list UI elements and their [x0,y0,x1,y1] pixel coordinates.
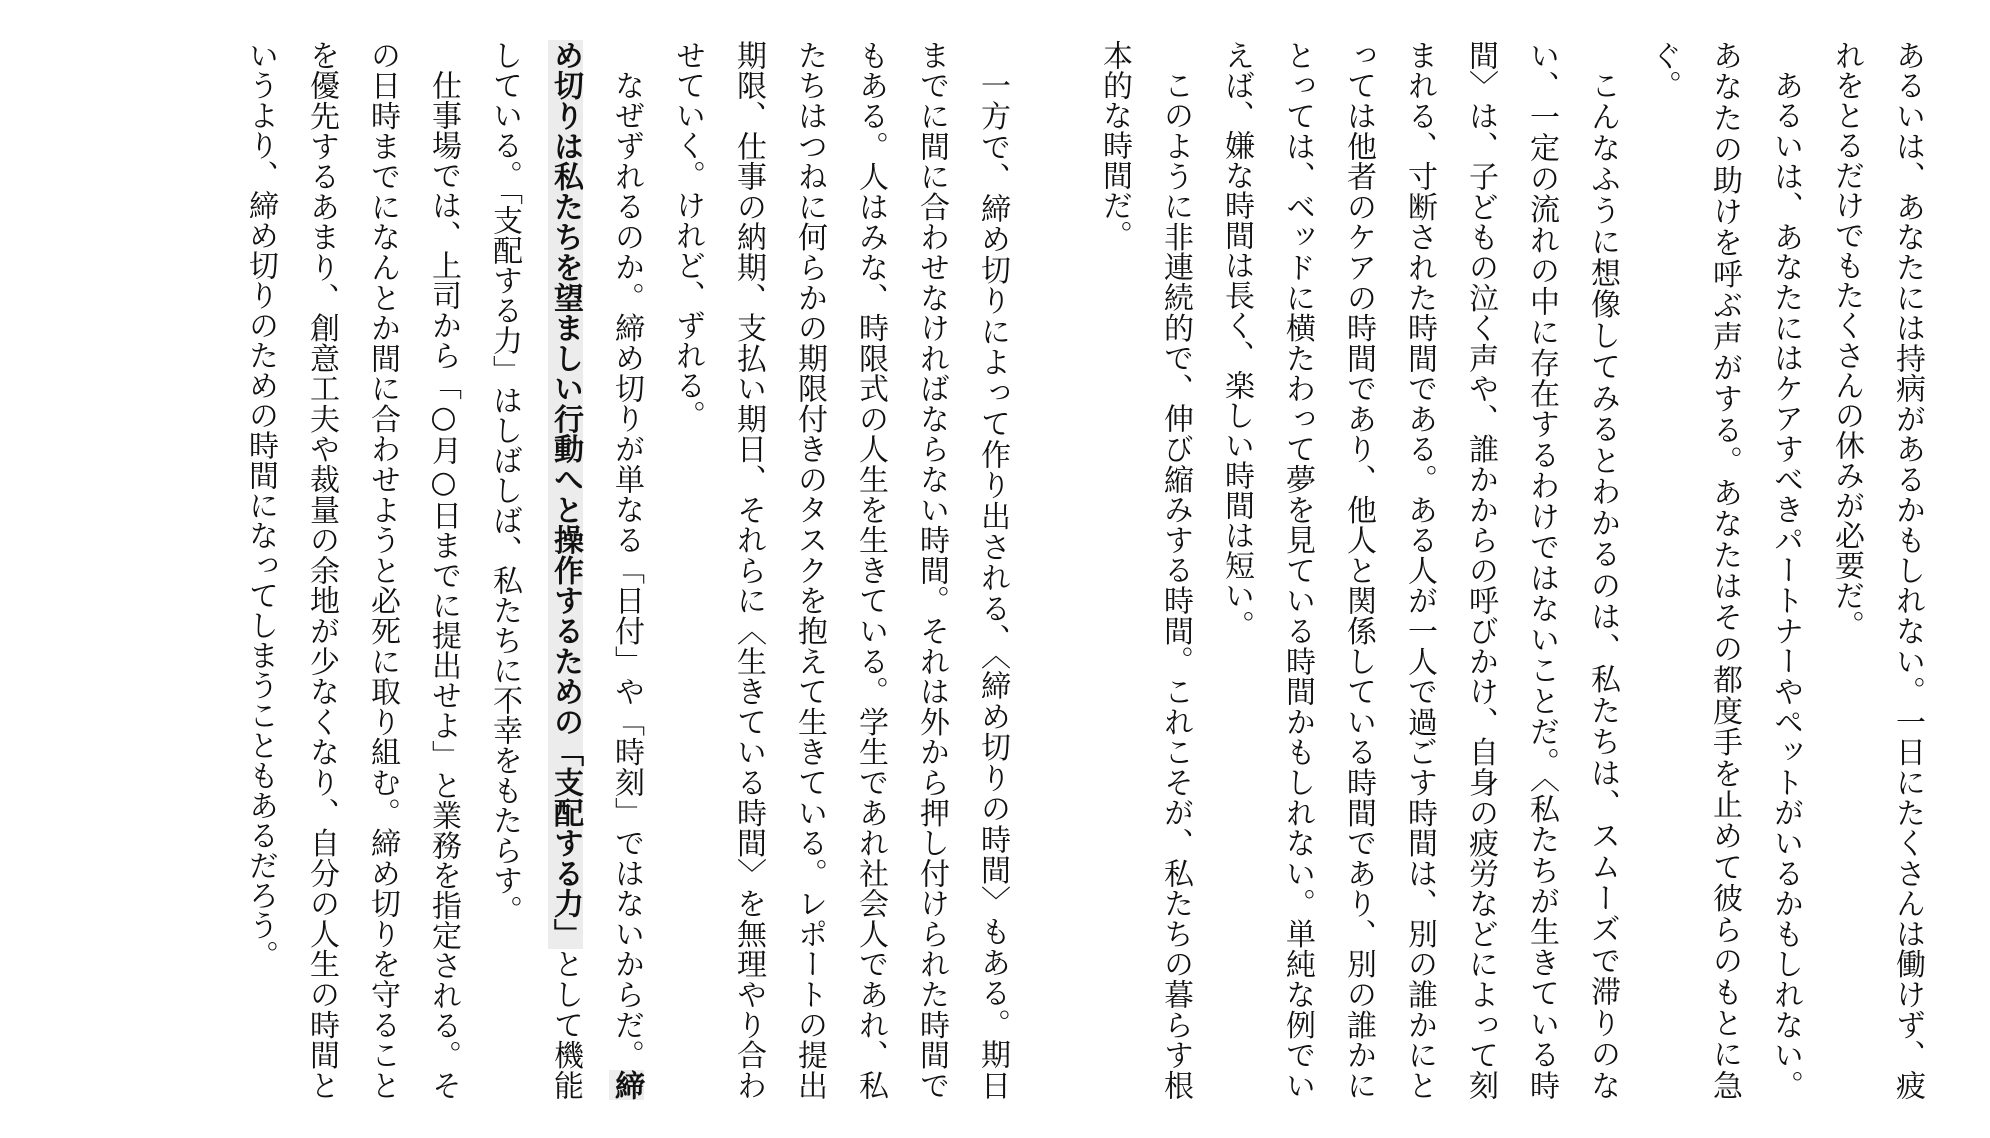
paragraph-5-text: 一方で、締め切りによって作り出される、〈締め切りの時間〉もある。期日までに間に合わせなければならない時間。それは外から押し付けられた時間でもある。人はみな、時限式の人生を生きている。学生であれ社会人であれ、私たちはつねに何らかの期限付きのタスクを抱えて生きている。レポートの提出期限、仕事の納期、支払い期日、それらに〈生きている時間〉を無理やり合わせていく。けれど、ずれる。 [670,40,1010,1100]
paragraph-1-text: あるいは、あなたには持病があるかもしれない。一日にたくさんは働けず、疲れをとるだけでもたくさんの休みが必要だ。 [1829,40,1925,1100]
paragraph-6 [474,40,657,1100]
emphasized-phrase: 締め切りは私たちを望ましい行動へと操作するための「支配する力」 [548,40,644,1100]
paragraph-2-text: あるいは、あなたにはケアすべきパートナーやペットがいるかもしれない。あなたの助けを呼ぶ声がする。あなたはその都度手を止めて彼らのもとに急ぐ。 [1646,40,1803,1100]
paragraph-1 [1816,40,1938,1100]
paragraph-4 [1084,40,1206,1100]
paragraph-7 [230,40,474,1100]
paragraph-3-text: こんなふうに想像してみるとわかるのは、私たちは、スムーズで滞りのない、一定の流れの中に存在するわけではないことだ。〈私たちが生きている時間〉は、子どもの泣く声や、誰かからの呼びかけ、自身の疲労などによって刻まれる、寸断された時間である。ある人が一人で過ごす時間は、別の誰かにとっては他者のケアの時間であり、他人と関係している時間であり、別の誰かにとっては、ベッドに横たわって夢を見ている時間かもしれない。単純な例でいえば、嫌な時間は長く、楽しい時間は短い。 [1219,40,1620,1100]
vertical-text-page [48,40,1938,1100]
paragraph-5 [657,40,1023,1100]
paragraph-7-text: 仕事場では、上司から「○月○日までに提出せよ」と業務を指定される。その日時までになんとか間に合わせようと必死に取り組む。締め切りを守ることを優先するあまり、創意工夫や裁量の余地が少なくなり、自分の人生の時間というより、締め切りのための時間になってしまうこともあるだろう。 [243,40,461,1100]
paragraph-4-text: このように非連続的で、伸び縮みする時間。これこそが、私たちの暮らす根本的な時間だ。 [1097,40,1193,1100]
paragraph-2 [1633,40,1816,1100]
paragraph-6-text-a: なぜずれるのか。締め切りが単なる「日付」や「時刻」ではないからだ。 [609,70,644,1070]
paragraph-3 [1206,40,1633,1100]
paragraph-6-text-b: として機能している。「支配する力」はしばしば、私たちに不幸をもたらす。 [487,40,583,1100]
